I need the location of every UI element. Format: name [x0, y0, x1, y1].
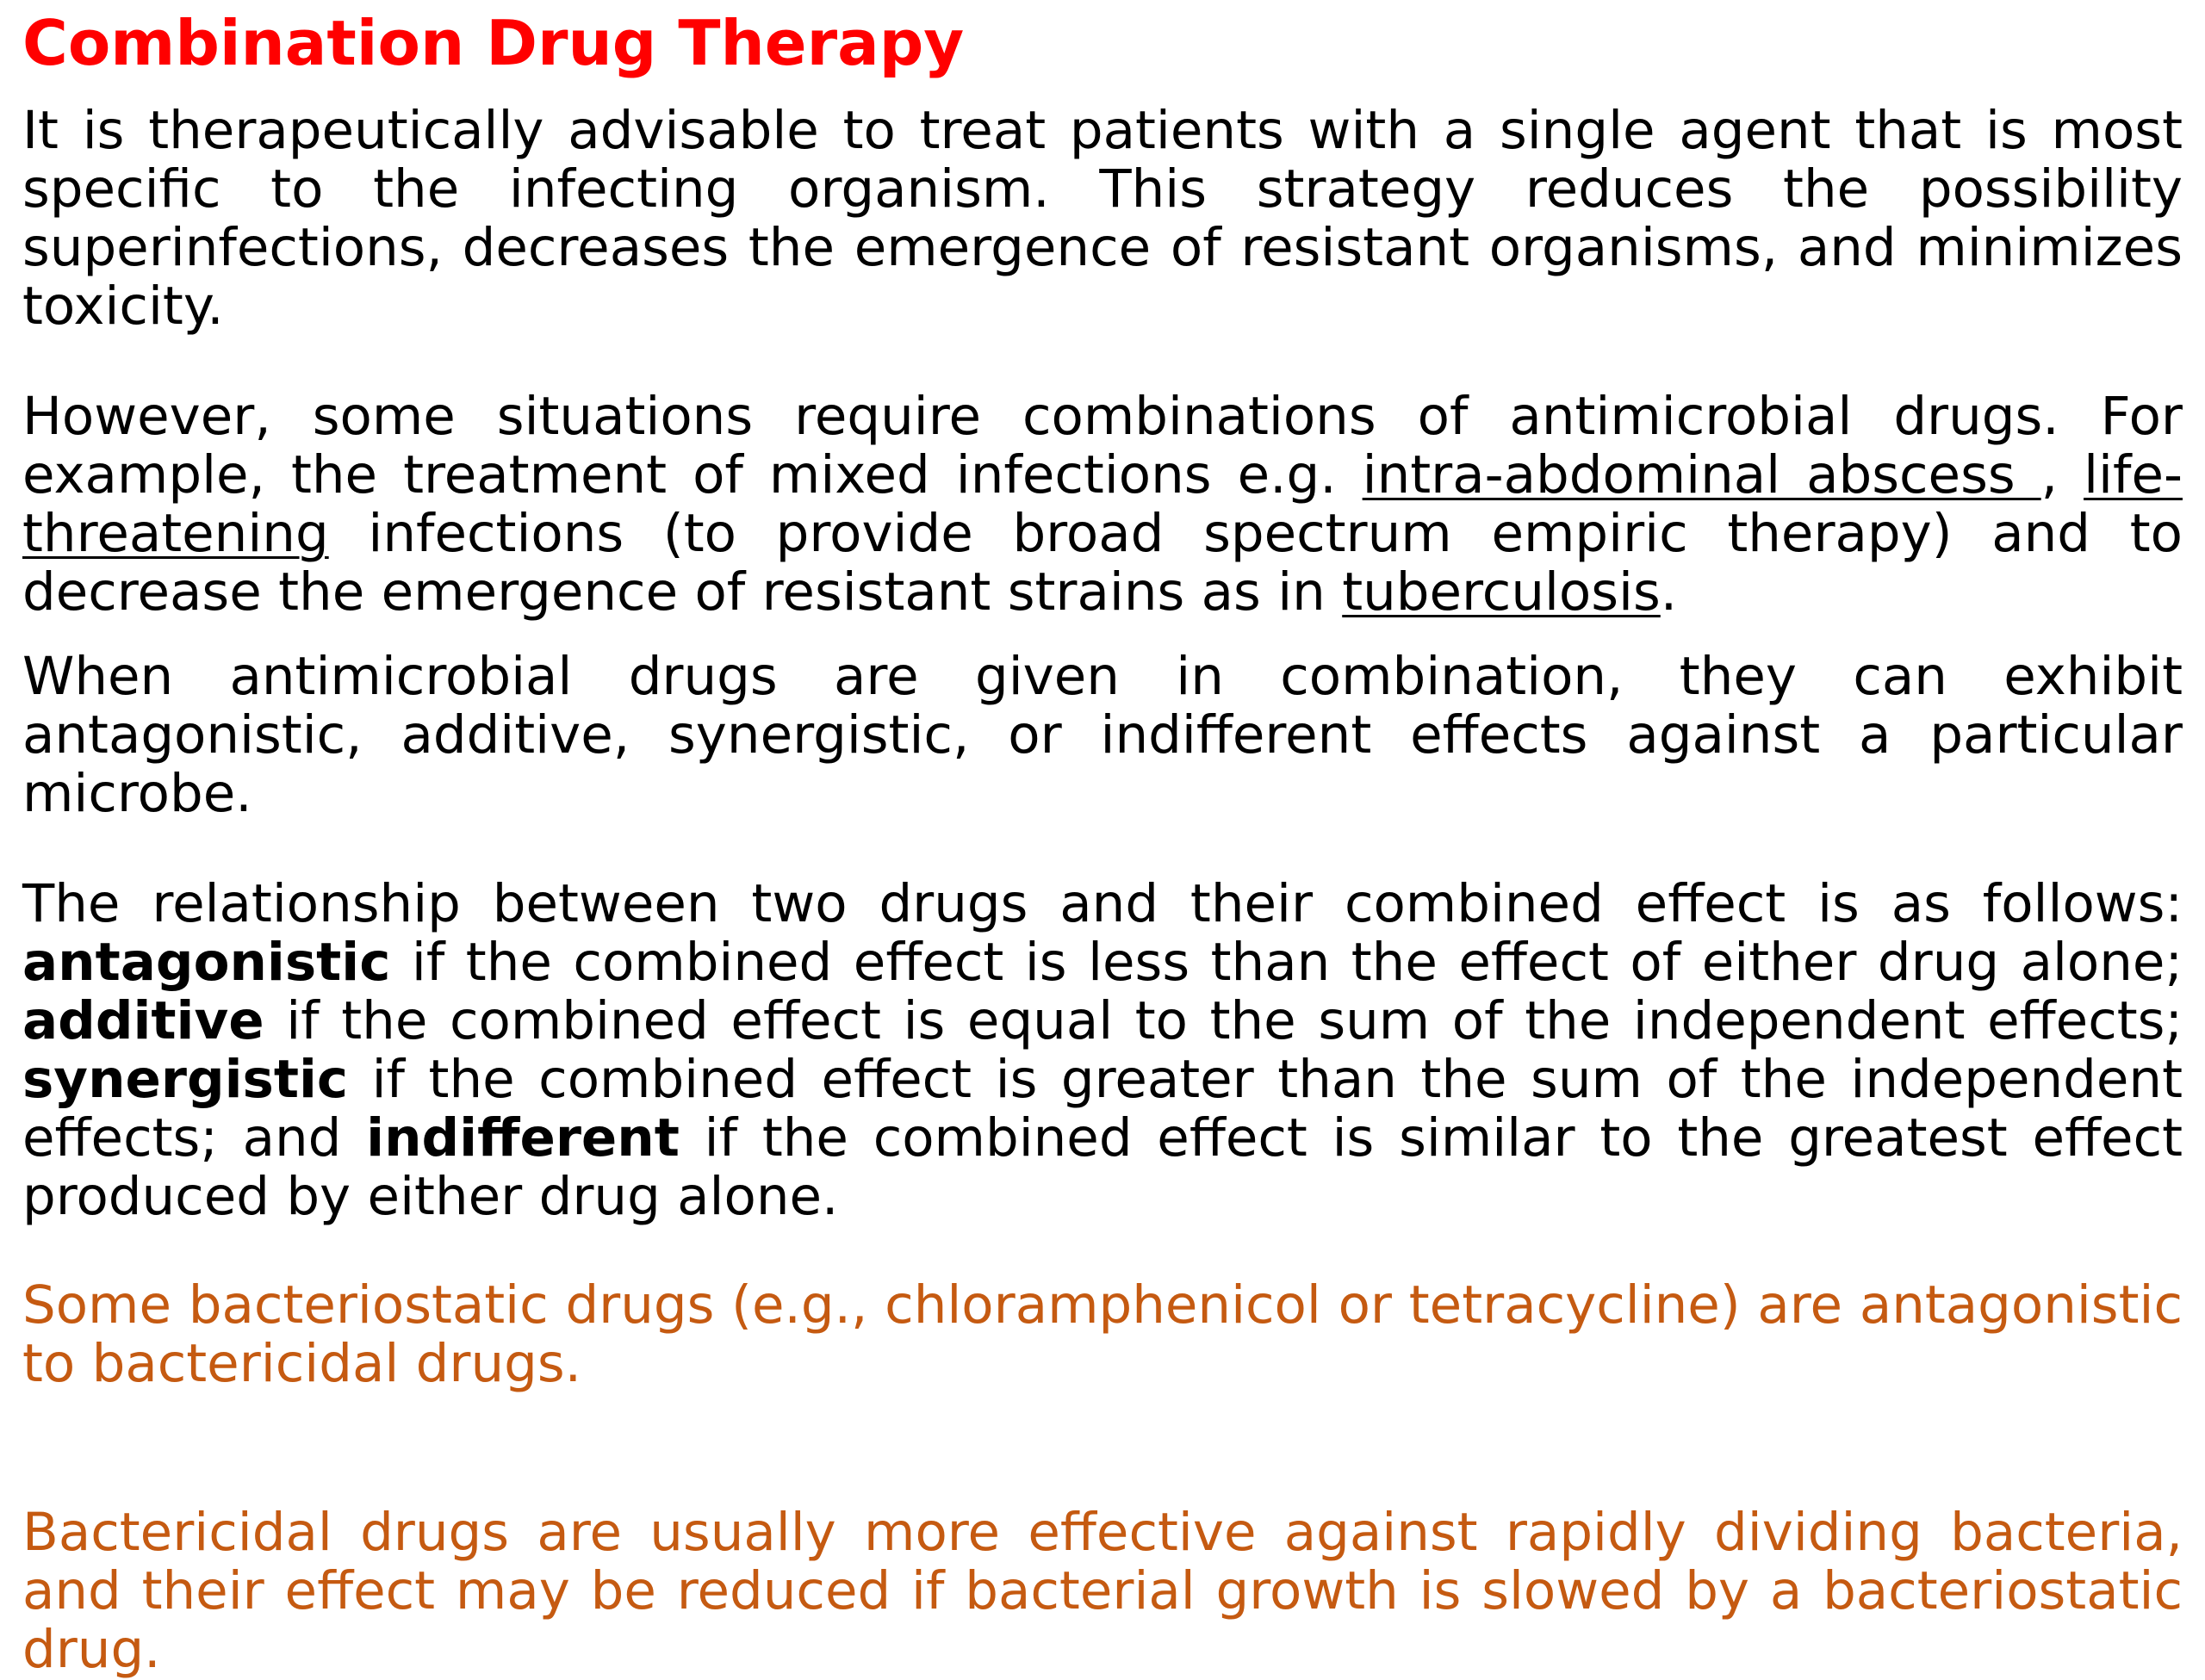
paragraph-text: . — [1660, 561, 1678, 623]
term-synergistic: synergistic — [22, 1049, 349, 1110]
paragraph-combinations — [22, 387, 2183, 622]
link-intra-abdominal-abscess[interactable]: intra-abdominal abscess — [1362, 444, 2041, 505]
paragraph-text: if the combined effect is less than the effect of either drug alone; — [390, 932, 2183, 993]
paragraph-text: infections (to provide broad spectrum empiric therapy) and to decrease the emergence of resistant strains as in — [22, 503, 2183, 623]
slide-title: Combination Drug Therapy — [22, 7, 965, 79]
paragraph-effects: When antimicrobial drugs are given in combination, they can exhibit antagonistic, additive, synergistic, or indifferent effects against a particular microbe. — [22, 646, 2183, 824]
paragraph-text: The relationship between two drugs and their combined effect is as follows: — [22, 873, 2183, 934]
term-indifferent: indifferent — [366, 1107, 680, 1169]
paragraph-relationship — [22, 875, 2183, 1226]
paragraph-text: , — [2040, 444, 2084, 505]
paragraph-text: if the combined effect is greater than the sum of the independent effects; and — [22, 1049, 2183, 1169]
paragraph-single-agent: It is therapeutically advisable to treat patients with a single agent that is most specific to the infecting organism. This strategy reduces the possibility superinfections, decreases the emergence of resistant organisms, and minimizes toxicity. — [22, 100, 2183, 337]
paragraph-bacteriostatic: Some bacteriostatic drugs (e.g., chloramphenicol or tetracycline) are antagonistic to bactericidal drugs. — [22, 1274, 2183, 1394]
term-antagonistic: antagonistic — [22, 932, 391, 993]
paragraph-text: if the combined effect is equal to the sum of the independent effects; — [264, 990, 2183, 1051]
link-life-threatening[interactable]: life-threatening — [22, 444, 2183, 564]
link-tuberculosis[interactable]: tuberculosis — [1342, 561, 1661, 623]
paragraph-bactericidal: Bactericidal drugs are usually more effective against rapidly dividing bacteria, and their effect may be reduced if bacterial growth is slowed by a bacteriostatic drug. — [22, 1502, 2183, 1680]
paragraph-text: However, some situations require combinations of antimicrobial drugs. For example, the treatment of mixed infections e.g. — [22, 386, 2183, 505]
paragraph-text: if the combined effect is similar to the greatest effect produced by either drug alone. — [22, 1107, 2183, 1227]
term-additive: additive — [22, 990, 264, 1051]
